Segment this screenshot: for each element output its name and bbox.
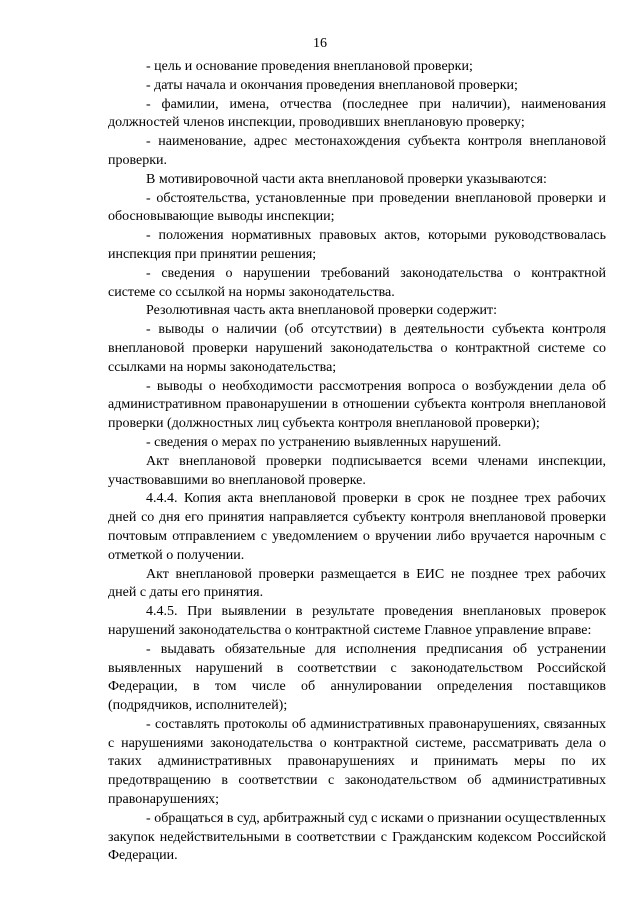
paragraph: - сведения о мерах по устранению выявленных нарушений. xyxy=(146,434,502,450)
paragraph: - обращаться в суд, арбитражный суд с исками о признании осуществленных закупок недействительными в соответствии с Гражданским кодексом Российской Федерации. xyxy=(108,810,606,864)
paragraph: - составлять протоколы об административных правонарушениях, связанных с нарушениями законодательства о контрактной системе, рассматривать дела о таких административных правонарушениях и принимать меры по их предотвращению в соответствии с законодательством об административных правонарушениях; xyxy=(108,716,606,808)
paragraph: - положения нормативных правовых актов, которыми руководствовалась инспекция при принятии решения; xyxy=(108,228,606,262)
paragraph: Резолютивная часть акта внеплановой проверки содержит: xyxy=(146,303,498,319)
paragraph: - наименование, адрес местонахождения субъекта контроля внеплановой проверки. xyxy=(108,134,606,168)
paragraph: - сведения о нарушении требований законодательства о контрактной системе со ссылкой на нормы законодательства. xyxy=(108,265,606,300)
paragraph: - выводы о наличии (об отсутствии) в деятельности субъекта контроля внеплановой проверки нарушений законодательства о контрактной системе со ссылками на нормы законодательства; xyxy=(108,322,606,375)
page-number: 16 xyxy=(313,36,327,51)
paragraph: - даты начала и окончания проведения внеплановой проверки; xyxy=(146,77,518,93)
paragraph: 4.4.5. При выявлении в результате проведения внеплановых проверок нарушений законодательства о контрактной системе Главное управление вправе: xyxy=(108,604,606,638)
paragraph: - выводы о необходимости рассмотрения вопроса о возбуждении дела об административном правонарушении в отношении субъекта контроля внеплановой проверки (должностных лиц субъекта контроля внеплановой проверки); xyxy=(108,378,606,432)
paragraph: Акт внеплановой проверки подписывается всеми членами инспекции, участвовавшими во внеплановой проверке. xyxy=(108,453,606,488)
paragraph: Акт внеплановой проверки размещается в ЕИС не позднее трех рабочих дней с даты его принятия. xyxy=(108,566,606,601)
paragraph: 4.4.4. Копия акта внеплановой проверки в срок не позднее трех рабочих дней со дня его принятия направляется субъекту контроля внеплановой проверки почтовым отправлением с уведомлением о вручении либо вручается нарочным с отметкой о получении. xyxy=(108,491,606,563)
paragraph: - цель и основание проведения внеплановой проверки; xyxy=(146,59,473,74)
paragraph: - обстоятельства, установленные при проведении внеплановой проверки и обосновывающие выводы инспекции; xyxy=(108,190,606,225)
paragraph: - фамилии, имена, отчества (последнее при наличии), наименования должностей членов инспекции, проводивших внеплановую проверку; xyxy=(108,96,606,131)
body-text xyxy=(108,58,606,866)
paragraph: В мотивировочной части акта внеплановой проверки указываются: xyxy=(146,171,547,187)
paragraph: - выдавать обязательные для исполнения предписания об устранении выявленных нарушений в соответствии с законодательством Российской Федерации, в том числе об аннулировании определения поставщиков (подрядчиков, исполнителей); xyxy=(108,641,606,714)
